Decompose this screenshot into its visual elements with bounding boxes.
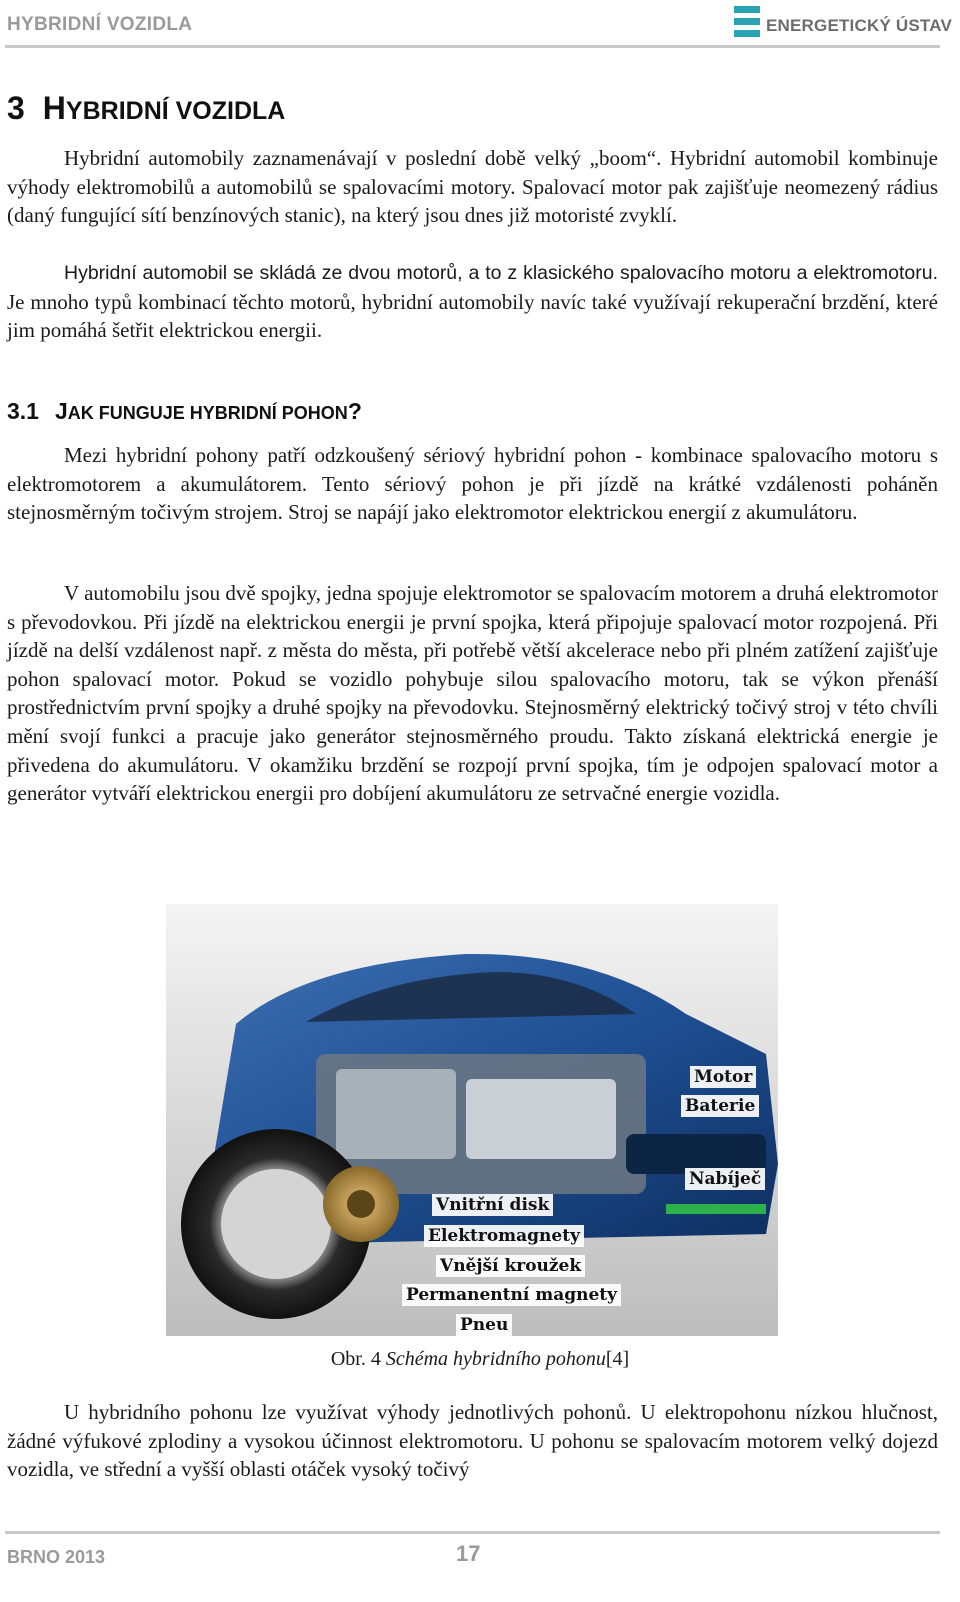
green-trim [666,1204,766,1214]
header-divider [5,45,940,48]
label-vnitrni-disk: Vnitřní disk [432,1194,553,1216]
chapter-title-initial: H [42,90,66,126]
label-pneu: Pneu [456,1314,512,1336]
footer-location-year: BRNO 2013 [7,1547,106,1567]
paragraph-composition [7,258,938,345]
paragraph-intro: Hybridní automobily zaznamenávají v poslední době velký „boom“. Hybridní automobil kombinuje výhody elektromobilů a automobilů se spalovacími motory. Spalovací motor pak zajišťuje neomezený rádius (daný fungující sítí benzínových stanic), na který jsou dnes již motoristé zvyklí. [7,146,938,228]
chapter-heading [7,90,285,127]
footer-divider [5,1531,940,1534]
battery-pack [466,1079,616,1159]
figure-caption [0,1348,960,1371]
logo-text: ENERGETICKÝ ÚSTAV [765,16,952,35]
chapter-number: 3 [7,90,25,126]
section-heading [7,398,362,425]
paragraph-serial-hybrid: Mezi hybridní pohony patří odzkoušený sériový hybridní pohon - kombinace spalovacího motoru s elektromotorem a akumulátorem. Tento sériový pohon je při jízdě na krátké vzdálenosti poháněn stejnosměrným točivým strojem. Stroj se napájí jako elektromotor elektrickou energií z akumulátoru. [7,443,938,525]
page-number: 17 [456,1541,481,1566]
logo-mark-icon [734,6,760,37]
inner-disk-hub [347,1190,375,1218]
paragraph-advantages: U hybridního pohonu lze využívat výhody jednotlivých pohonů. U elektropohonu nízkou hlučnost, žádné výfukové zplodiny a vysokou účinnost elektromotoru. U pohonu se spalovacím motorem velký dojezd vozidla, ve střední a vyšší oblasti otáček vysoký točivý [7,1400,938,1482]
header-title: HYBRIDNÍ VOZIDLA [7,14,193,35]
label-nabijec: Nabíječ [685,1168,765,1190]
paragraph-clutches: V automobilu jsou dvě spojky, jedna spojuje elektromotor se spalovacím motorem a druhá elektromotor s převodovkou. Při jízdě na elektrickou energii je první spojka, která připojuje spalovací motor rozpojená. Při jízdě na delší vzdálenost např. z města do města, při potřebě větší akcelerace nebo při plném zatížení zajišťuje pohon spalovací motor. Pokud se vozidlo pohybuje silou spalovacího motoru, tak se výkon přenáší prostřednictvím první spojky a druhé spojky na převodovku. Stejnosměrný elektrický točivý stroj v této chvíli mění svojí funkci a pracuje jako generátor stejnosměrného proudu. Takto získaná elektrická energie je přivedena do akumulátoru. V okamžiku brzdění se rozpojí první spojka, tím je odpojen spalovací motor a generátor vytváří elektrickou energii pro dobíjení akumulátoru ze setrvačné energie vozidla. [7,581,938,806]
label-motor: Motor [690,1066,756,1088]
section-title-end: ? [347,398,362,424]
paragraph-composition-part1: Hybridní automobil se skládá ze dvou motorů, a to z klasického spalovacího motoru a elektromotoru. [64,262,938,284]
section-title-initial: J [54,398,68,424]
paragraph-composition-part2: Je mnoho typů kombinací těchto motorů, hybridní automobily navíc také využívají rekuperační brzdění, které jim pomáhá šetřit elektrickou energii. [7,289,938,343]
page-header [0,0,960,48]
caption-prefix: Obr. 4 [330,1348,386,1370]
chapter-title-rest: YBRIDNÍ VOZIDLA [65,97,286,125]
label-elektromagnety: Elektromagnety [424,1225,584,1247]
caption-ref: [4] [605,1348,630,1370]
label-vnejsi-krouzek: Vnější kroužek [436,1255,585,1277]
hybrid-drive-figure [166,904,778,1336]
section-number: 3.1 [7,398,39,424]
institute-logo [734,3,952,41]
wheel-rim [221,1169,331,1279]
label-permanentni-magnety: Permanentní magnety [402,1284,621,1306]
label-baterie: Baterie [681,1095,759,1117]
caption-title: Schéma hybridního pohonu [385,1348,606,1370]
motor-block [336,1069,456,1159]
section-title-rest: AK FUNGUJE HYBRIDNÍ POHON [67,403,348,423]
